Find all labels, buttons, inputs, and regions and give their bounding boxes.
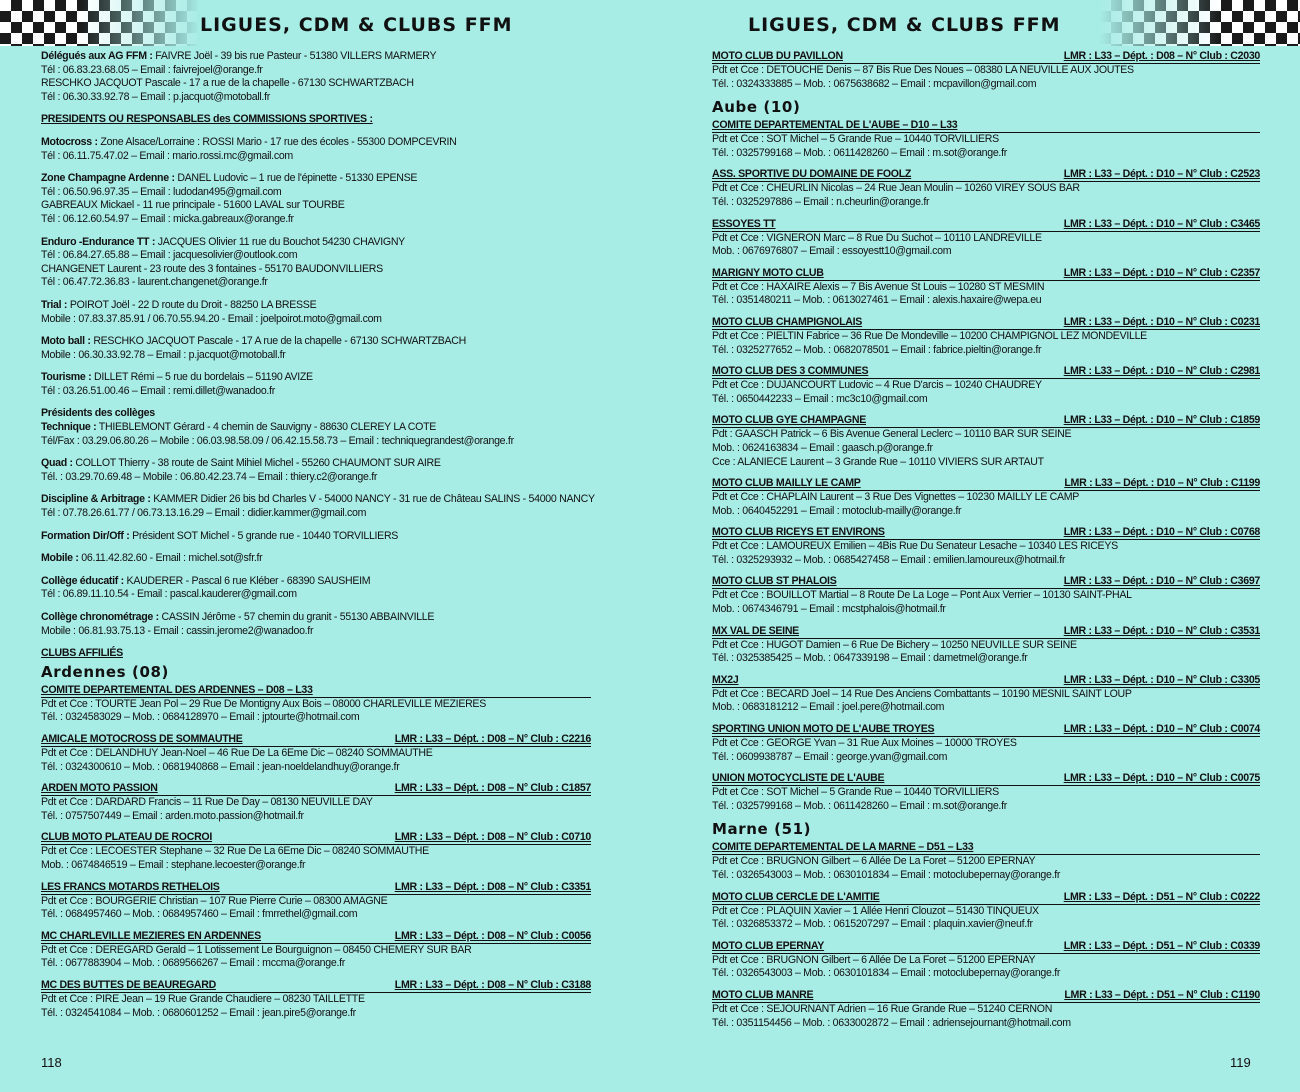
commission-entry <box>41 371 591 398</box>
club-code: LMR : L33 – Dépt. : D10 – N° Club : C2981 <box>1063 365 1260 378</box>
commission-text: Mobile : 06.30.33.92.78 – Email : p.jacquot@motoball.fr <box>41 348 286 361</box>
club-code: LMR : L33 – Dépt. : D08 – N° Club : C2030 <box>1063 50 1260 62</box>
commission-text: Tél : 06.84.27.65.88 – Email : jacquesolivier@outlook.com <box>41 249 298 262</box>
page-number: 118 <box>41 1055 62 1070</box>
commissions-list <box>41 136 591 399</box>
club-code: LMR : L33 – Dépt. : D10 – N° Club : C1199 <box>1064 477 1260 490</box>
club-name-row <box>712 119 1260 133</box>
club-info-line: Pdt et Cce : BOUILLOT Martial – 8 Route De La Loge – Pont Aux Verrier – 10130 SAINT-PHAL <box>712 589 1132 602</box>
commission-line <box>41 276 591 290</box>
club-name: MOTO CLUB DU PAVILLON <box>712 50 843 62</box>
club-info-line: Pdt : GAASCH Patrick – 6 Bis Avenue General Leclerc – 10110 BAR SUR SEINE <box>712 428 1072 441</box>
college-line <box>41 493 595 507</box>
college-line <box>41 588 591 602</box>
club-name-row <box>712 940 1260 954</box>
club-info-line: Tél. : 0609938787 – Email : george.yvan@gmail.com <box>712 750 948 763</box>
club-name-row <box>41 979 591 993</box>
commission-line <box>41 172 591 186</box>
club-code: LMR : L33 – Dépt. : D08 – N° Club : C2216 <box>394 732 591 745</box>
club-code: LMR : L33 – Dépt. : D10 – N° Club : C0231 <box>1063 315 1260 328</box>
club-entry <box>712 477 1260 518</box>
page-header: LIGUES, CDM & CLUBS FFM <box>200 14 513 36</box>
club-info-line: Tél. : 0324333885 – Mob. : 0675638682 – Email : mcpavillon@gmail.com <box>712 77 1037 90</box>
club-code: LMR : L33 – Dépt. : D10 – N° Club : C0768 <box>1063 526 1260 539</box>
club-entry <box>712 989 1260 1030</box>
club-entry <box>712 526 1260 567</box>
club-name-row <box>712 365 1260 379</box>
college-text: Président SOT Michel - 5 grande rue - 10440 TORVILLIERS <box>129 529 399 542</box>
club-info-line: Tél. : 0326853372 – Mob. : 0615207297 – Email : plaquin.xavier@neuf.fr <box>712 918 1033 931</box>
commission-line <box>41 263 591 277</box>
club-name-row <box>712 526 1260 540</box>
delegues-label: Délégués aux AG FFM : <box>41 50 153 62</box>
club-code: LMR : L33 – Dépt. : D10 – N° Club : C3305 <box>1063 673 1260 686</box>
college-label: Discipline & Arbitrage : <box>41 493 151 506</box>
commission-text: CHANGENET Laurent - 23 route des 3 fontaines - 55170 BAUDONVILLIERS <box>41 262 383 275</box>
club-entry <box>712 50 1260 91</box>
club-name: MOTO CLUB CERCLE DE L'AMITIE <box>712 890 880 903</box>
club-entry <box>712 168 1260 209</box>
club-info-line: Tél. : 0326543003 – Mob. : 0630101834 – Email : motoclubepernay@orange.fr <box>712 869 1061 881</box>
clubs-affilies-title: CLUBS AFFILIÉS <box>41 647 123 660</box>
club-info-line: Pdt et Cce : LECOESTER Stephane – 32 Rue De La 6Eme Dic – 08240 SOMMAUTHE <box>41 845 429 858</box>
club-info-line: Mob. : 0674846519 – Email : stephane.lecoester@orange.fr <box>41 858 306 871</box>
club-name-row <box>712 989 1260 1003</box>
club-name-row <box>712 316 1260 330</box>
club-info-line: Tél. : 0325293932 – Mob. : 0685427458 – Email : emilien.lamoureux@hotmail.fr <box>712 553 1066 566</box>
club-entry <box>41 930 591 971</box>
club-name-row <box>712 674 1260 688</box>
club-name: MOTO CLUB CHAMPIGNOLAIS <box>712 315 863 328</box>
club-entry <box>712 674 1260 715</box>
club-info-line: Tél. : 0325385425 – Mob. : 0647339198 – Email : dametmel@orange.fr <box>712 652 1028 665</box>
right-content <box>712 50 1260 1038</box>
commission-text: Mobile : 07.83.37.85.91 / 06.70.55.94.20 - Email : joelpoirot.moto@gmail.com <box>41 312 382 325</box>
club-name: UNION MOTOCYCLISTE DE L'AUBE <box>712 772 885 785</box>
delegue-text: RESCHKO JACQUOT Pascale - 17 a rue de la chapelle - 67130 SCHWARTZBACH <box>41 77 414 90</box>
club-info-line: Pdt et Cce : SOT Michel – 5 Grande Rue – 10440 TORVILLIERS <box>712 133 999 146</box>
page-header: LIGUES, CDM & CLUBS FFM <box>748 14 1061 36</box>
club-info-line: Tél. : 0325277652 – Mob. : 0682078501 – Email : fabrice.pieltin@orange.fr <box>712 343 1042 356</box>
college-text: CASSIN Jérôme - 57 chemin du granit - 55130 ABBAINVILLE <box>158 611 435 623</box>
college-line <box>41 625 591 639</box>
club-info-line: Tél. : 0757507449 – Email : arden.moto.passion@hotmail.fr <box>41 809 304 822</box>
ardennes-club-list-cont <box>712 50 1260 91</box>
club-code: LMR : L33 – Dépt. : D10 – N° Club : C3697 <box>1063 575 1260 588</box>
club-name: CLUB MOTO PLATEAU DE ROCROI <box>41 831 213 844</box>
presidents-title: PRESIDENTS OU RESPONSABLES des COMMISSIONS SPORTIVES : <box>41 113 373 126</box>
commission-line <box>41 213 591 227</box>
club-name-row <box>712 477 1260 491</box>
commission-line <box>41 199 591 213</box>
commission-text: JACQUES Olivier 11 rue du Bouchot 54230 CHAVIGNY <box>155 235 405 248</box>
club-name-row <box>712 841 1260 855</box>
club-name: MX VAL DE SEINE <box>712 624 799 637</box>
club-name-row <box>712 218 1260 232</box>
commission-line <box>41 136 591 150</box>
commission-label: Zone Champagne Ardenne : <box>41 172 175 185</box>
club-name-row <box>41 782 591 796</box>
club-name-row <box>712 891 1260 905</box>
commission-line <box>41 249 591 263</box>
club-code: LMR : L33 – Dépt. : D10 – N° Club : C0074 <box>1063 723 1260 736</box>
club-name: MOTO CLUB MAILLY LE CAMP <box>712 477 861 490</box>
club-entry <box>712 119 1260 160</box>
college-line <box>41 575 591 589</box>
club-info-line: Cce : ALANIECE Laurent – 3 Grande Rue – 10110 VIVIERS SUR ARTAUT <box>712 455 1044 468</box>
club-entry <box>41 881 591 922</box>
club-info-line: Pdt et Cce : BOURGERIE Christian – 107 Rue Pierre Curie – 08300 AMAGNE <box>41 894 388 907</box>
colleges-list <box>41 421 595 638</box>
college-line <box>41 457 591 471</box>
club-info-line: Tél. : 0351154456 – Mob. : 0633002872 – Email : adriensejournant@hotmail.com <box>712 1016 1071 1029</box>
club-name: MC DES BUTTES DE BEAUREGARD <box>41 978 216 991</box>
college-line <box>41 611 591 625</box>
club-code: LMR : L33 – Dépt. : D51 – N° Club : C0339 <box>1063 939 1260 952</box>
club-entry <box>712 316 1260 357</box>
club-code: LMR : L33 – Dépt. : D08 – N° Club : C3351 <box>394 880 591 893</box>
college-text: Mobile : 06.81.93.75.13 - Email : cassin.jerome2@wanadoo.fr <box>41 624 314 637</box>
club-entry <box>712 218 1260 259</box>
club-name-row <box>712 414 1260 428</box>
club-entry <box>712 841 1260 882</box>
club-name-row <box>41 831 591 845</box>
club-info-line: Pdt et Cce : BRUGNON Gilbert – 6 Allée De La Foret – 51200 EPERNAY <box>712 855 1036 868</box>
club-info-line: Pdt et Cce : HAXAIRE Alexis – 7 Bis Avenue St Louis – 10280 ST MESMIN <box>712 280 1045 293</box>
club-info-line: Pdt et Cce : SOT Michel – 5 Grande Rue – 10440 TORVILLIERS <box>712 786 999 799</box>
club-info-line: Pdt et Cce : VIGNERON Marc – 8 Rue Du Suchot – 10110 LANDREVILLE <box>712 231 1042 244</box>
commission-line <box>41 150 591 164</box>
commission-line <box>41 313 591 327</box>
commission-text: Tél : 06.11.75.47.02 – Email : mario.rossi.mc@gmail.com <box>41 149 293 162</box>
club-info-line: Tél. : 0650442233 – Email : mc3c10@gmail.com <box>712 392 928 405</box>
college-label: Collège éducatif : <box>41 574 124 587</box>
club-info-line: Pdt et Cce : DEREGARD Gerald – 1 Lotissement Le Bourguignon – 08450 CHEMERY SUR BAR <box>41 943 472 956</box>
commission-entry <box>41 335 591 362</box>
club-name-row <box>712 267 1260 281</box>
club-name-row <box>41 733 591 747</box>
club-info-line: Pdt et Cce : TOURTE Jean Pol – 29 Rue De Montigny Aux Bois – 08000 CHARLEVILLE MEZIERES <box>41 697 486 710</box>
club-info-line: Pdt et Cce : CHEURLIN Nicolas – 24 Rue Jean Moulin – 10260 VIREY SOUS BAR <box>712 182 1080 195</box>
club-entry <box>41 979 591 1020</box>
club-entry <box>712 267 1260 308</box>
right-page <box>650 0 1300 1092</box>
college-label: Collège chronométrage : <box>41 611 159 623</box>
delegue-line <box>41 64 591 78</box>
club-code: LMR : L33 – Dépt. : D08 – N° Club : C0710 <box>394 831 591 844</box>
club-info-line: Tél. : 0325799168 – Mob. : 0611428260 – Email : m.sot@orange.fr <box>712 146 1007 159</box>
college-text: Tél : 06.89.11.10.54 - Email : pascal.kauderer@gmail.com <box>41 588 297 601</box>
club-info-line: Tél. : 0324541084 – Mob. : 0680601252 – Email : jean.pire5@orange.fr <box>41 1006 356 1019</box>
college-line <box>41 435 591 449</box>
club-name: MC CHARLEVILLE MEZIERES EN ARDENNES <box>41 929 261 942</box>
commission-label: Enduro -Endurance TT : <box>41 235 156 248</box>
commission-line <box>41 335 591 349</box>
college-line <box>41 507 591 521</box>
club-entry <box>41 831 591 872</box>
club-info-line: Mob. : 0683181212 – Email : joel.pere@hotmail.com <box>712 701 945 714</box>
commission-text: GABREAUX Mickael - 11 rue principale - 51600 LAVAL sur TOURBE <box>41 199 345 212</box>
college-line <box>41 552 591 566</box>
delegue-text: FAIVRE Joël - 39 bis rue Pasteur - 51380 VILLERS MARMERY <box>152 50 437 62</box>
commission-line <box>41 186 591 200</box>
club-name-row <box>41 881 591 895</box>
college-text: Tél. : 03.29.70.69.48 – Mobile : 06.80.42.23.74 – Email : thiery.c2@orange.fr <box>41 470 378 483</box>
club-name-row <box>712 575 1260 589</box>
college-entry <box>41 493 595 520</box>
club-info-line: Pdt et Cce : LAMOUREUX Emilien – 4Bis Rue Du Senateur Lesache – 10340 LES RICEYS <box>712 540 1118 553</box>
commission-text: Tél : 06.47.72.36.83 - laurent.changenet@orange.fr <box>41 276 268 289</box>
commission-text: Tél : 06.12.60.54.97 – Email : micka.gabreaux@orange.fr <box>41 212 294 225</box>
club-name: MARIGNY MOTO CLUB <box>712 266 824 279</box>
delegue-text: Tél : 06.83.23.68.05 – Email : faivrejoel@orange.fr <box>41 63 263 76</box>
club-info-line: Tél. : 0325297886 – Email : n.cheurlin@orange.fr <box>712 195 930 208</box>
club-name: ESSOYES TT <box>712 217 776 230</box>
club-name-row <box>712 723 1260 737</box>
commission-entry <box>41 172 591 226</box>
commission-line <box>41 385 591 399</box>
college-entry <box>41 575 591 602</box>
club-name-row <box>41 930 591 944</box>
club-entry <box>712 365 1260 406</box>
club-entry <box>712 723 1260 764</box>
club-name: SPORTING UNION MOTO DE L'AUBE TROYES <box>712 723 935 736</box>
delegue-text: Tél : 06.30.33.92.78 – Email : p.jacquot@motoball.fr <box>41 90 270 103</box>
club-entry <box>712 940 1260 981</box>
commission-text: POIROT Joël - 22 D route du Droit - 88250 LA BRESSE <box>67 298 317 311</box>
club-entry <box>712 414 1260 469</box>
club-name-row <box>712 772 1260 786</box>
club-info-line: Tél. : 0326543003 – Mob. : 0630101834 – Email : motoclubepernay@orange.fr <box>712 967 1061 980</box>
college-entry <box>41 421 591 448</box>
club-info-line: Tél. : 0351480211 – Mob. : 0613027461 – Email : alexis.haxaire@wepa.eu <box>712 294 1042 307</box>
commission-line <box>41 299 591 313</box>
college-entry <box>41 457 591 484</box>
club-name-row <box>712 50 1260 64</box>
club-name-row <box>712 168 1260 182</box>
section-title-ardennes: Ardennes (08) <box>41 662 169 681</box>
club-info-line: Pdt et Cce : CHAPLAIN Laurent – 3 Rue Des Vignettes – 10230 MAILLY LE CAMP <box>712 491 1080 504</box>
commission-text: Zone Alsace/Lorraine : ROSSI Mario - 17 rue des écoles - 55300 DOMPCEVRIN <box>97 135 457 148</box>
club-info-line: Tél. : 0677883904 – Mob. : 0689566267 – Email : mccma@orange.fr <box>41 957 345 970</box>
club-name: MOTO CLUB MANRE <box>712 988 814 1001</box>
club-info-line: Pdt et Cce : BRUGNON Gilbert – 6 Allée De La Foret – 51200 EPERNAY <box>712 953 1036 966</box>
delegues-block <box>41 50 591 104</box>
club-info-line: Pdt et Cce : PIRE Jean – 19 Rue Grande Chaudiere – 08230 TAILLETTE <box>41 992 365 1005</box>
club-code: LMR : L33 – Dépt. : D08 – N° Club : C0056 <box>394 929 591 942</box>
club-code: LMR : L33 – Dépt. : D51 – N° Club : C1190 <box>1064 988 1260 1001</box>
section-title-aube: Aube (10) <box>712 98 801 117</box>
college-text: THIEBLEMONT Gérard - 4 chemin de Sauvigny - 88630 CLEREY LA COTE <box>96 421 437 434</box>
club-entry <box>712 625 1260 666</box>
club-name: COMITE DEPARTEMENTAL DES ARDENNES – D08 – L33 <box>41 683 313 696</box>
club-entry <box>41 684 591 725</box>
club-entry <box>712 891 1260 932</box>
delegue-line <box>41 77 591 91</box>
college-text: Tél/Fax : 03.29.06.80.26 – Mobile : 06.03.98.58.09 / 06.42.15.58.73 – Email : techniquegrandest@orange.fr <box>41 434 514 447</box>
club-name: MOTO CLUB ST PHALOIS <box>712 575 837 588</box>
club-info-line: Mob. : 0640452291 – Email : motoclub-mailly@orange.fr <box>712 504 962 517</box>
club-code: LMR : L33 – Dépt. : D10 – N° Club : C3465 <box>1063 217 1260 230</box>
club-name: ARDEN MOTO PASSION <box>41 782 158 795</box>
checkered-flag-decoration <box>0 0 200 46</box>
commission-entry <box>41 136 591 163</box>
club-info-line: Pdt et Cce : HUGOT Damien – 6 Rue De Bichery – 10250 NEUVILLE SUR SEINE <box>712 638 1077 651</box>
club-name: ASS. SPORTIVE DU DOMAINE DE FOOLZ <box>712 168 912 181</box>
club-code: LMR : L33 – Dépt. : D10 – N° Club : C3531 <box>1063 624 1260 637</box>
section-title-marne: Marne (51) <box>712 820 812 839</box>
club-info-line: Pdt et Cce : BECARD Joel – 14 Rue Des Anciens Combattants – 10190 MESNIL SAINT LOUP <box>712 687 1132 700</box>
club-name-row <box>41 684 591 698</box>
club-name: MOTO CLUB EPERNAY <box>712 939 825 952</box>
club-info-line: Pdt et Cce : DELANDHUY Jean-Noel – 46 Rue De La 6Eme Dic – 08240 SOMMAUTHE <box>41 746 433 759</box>
ardennes-club-list <box>41 684 591 1020</box>
club-name-row <box>712 625 1260 639</box>
club-name: AMICALE MOTOCROSS DE SOMMAUTHE <box>41 732 243 745</box>
colleges-title: Présidents des collèges <box>41 407 155 420</box>
college-entry <box>41 611 591 638</box>
college-text: KAMMER Didier 26 bis bd Charles V - 54000 NANCY - 31 rue de Château SALINS - 54000 NANCY <box>150 493 595 506</box>
delegue-line <box>41 91 591 105</box>
club-info-line: Pdt et Cce : DUJANCOURT Ludovic – 4 Rue D'arcis – 10240 CHAUDREY <box>712 379 1042 392</box>
commission-label: Motocross : <box>41 135 98 148</box>
club-info-line: Pdt et Cce : GEORGE Yvan – 31 Rue Aux Moines – 10000 TROYES <box>712 737 1017 750</box>
club-info-line: Tél. : 0324300610 – Mob. : 0681940868 – Email : jean-noeldelandhuy@orange.fr <box>41 760 400 773</box>
club-entry <box>712 772 1260 813</box>
club-name: LES FRANCS MOTARDS RETHELOIS <box>41 880 220 893</box>
club-info-line: Mob. : 0674346791 – Email : mcstphalois@hotmail.fr <box>712 603 946 616</box>
club-name: MOTO CLUB GYE CHAMPAGNE <box>712 414 866 427</box>
club-code: LMR : L33 – Dépt. : D10 – N° Club : C2523 <box>1063 168 1260 181</box>
left-content <box>41 50 595 1028</box>
commission-text: DILLET Rémi – 5 rue du bordelais – 51190 AVIZE <box>91 371 313 384</box>
page-number: 119 <box>1230 1055 1251 1070</box>
college-entry <box>41 552 591 566</box>
college-text: Tél : 07.78.26.61.77 / 06.73.13.16.29 – Email : didier.kammer@gmail.com <box>41 507 367 520</box>
aube-club-list <box>712 119 1260 813</box>
college-label: Formation Dir/Off : <box>41 529 130 542</box>
club-name: MOTO CLUB DES 3 COMMUNES <box>712 365 869 378</box>
college-text: 06.11.42.82.60 - Email : michel.sot@sfr.fr <box>78 552 263 565</box>
commission-text: DANEL Ludovic – 1 rue de l'épinette - 51330 EPENSE <box>174 172 418 185</box>
commission-text: Tél : 06.50.96.97.35 – Email : ludodan495@gmail.com <box>41 185 282 198</box>
club-code: LMR : L33 – Dépt. : D08 – N° Club : C1857 <box>394 782 591 795</box>
club-info-line: Tél. : 0325799168 – Mob. : 0611428260 – Email : m.sot@orange.fr <box>712 799 1007 812</box>
club-info-line: Pdt et Cce : DETOUCHE Denis – 87 Bis Rue Des Noues – 08380 LA NEUVILLE AUX JOUTES <box>712 64 1134 76</box>
commission-entry <box>41 299 591 326</box>
commission-text: Tél : 03.26.51.00.46 – Email : remi.dillet@wanadoo.fr <box>41 384 275 397</box>
college-label: Technique : <box>41 421 97 434</box>
club-code: LMR : L33 – Dépt. : D10 – N° Club : C1859 <box>1063 414 1260 427</box>
club-info-line: Pdt et Cce : DARDARD Francis – 11 Rue De Day – 08130 NEUVILLE DAY <box>41 796 373 809</box>
club-name: MX2J <box>712 673 739 686</box>
commission-text: RESCHKO JACQUOT Pascale - 17 A rue de la chapelle - 67130 SCHWARTZBACH <box>90 335 467 348</box>
club-code: LMR : L33 – Dépt. : D10 – N° Club : C2357 <box>1063 266 1260 279</box>
club-info-line: Mob. : 0676976807 – Email : essoyestt10@gmail.com <box>712 245 952 258</box>
club-info-line: Pdt et Cce : PIELTIN Fabrice – 36 Rue De Mondeville – 10200 CHAMPIGNOL LEZ MONDEVILLE <box>712 329 1147 342</box>
club-info-line: Pdt et Cce : SEJOURNANT Adrien – 16 Rue Grande Rue – 51240 CERNON <box>712 1002 1053 1015</box>
commission-line <box>41 371 591 385</box>
commission-entry <box>41 236 591 290</box>
marne-club-list <box>712 841 1260 1030</box>
college-text: KAUDERER - Pascal 6 rue Kléber - 68390 SAUSHEIM <box>123 574 371 587</box>
club-info-line: Mob. : 0624163834 – Email : gaasch.p@orange.fr <box>712 441 933 454</box>
commission-line <box>41 349 591 363</box>
club-info-line: Tél. : 0684957460 – Mob. : 0684957460 – Email : fmrrethel@gmail.com <box>41 908 358 921</box>
club-code: LMR : L33 – Dépt. : D08 – N° Club : C3188 <box>394 978 591 991</box>
club-info-line: Tél. : 0324583029 – Mob. : 0684128970 – Email : jptourte@hotmail.com <box>41 711 360 724</box>
college-label: Mobile : <box>41 552 79 565</box>
college-label: Quad : <box>41 457 73 470</box>
club-name: COMITE DEPARTEMENTAL DE LA MARNE – D51 – L33 <box>712 841 974 854</box>
college-entry <box>41 530 591 544</box>
college-text: COLLOT Thierry - 38 route de Saint Mihiel Michel - 55260 CHAUMONT SUR AIRE <box>72 457 441 470</box>
club-entry <box>41 782 591 823</box>
club-info-line: Pdt et Cce : PLAQUIN Xavier – 1 Allée Henri Clouzot – 51430 TINQUEUX <box>712 904 1039 917</box>
college-line <box>41 530 591 544</box>
club-code: LMR : L33 – Dépt. : D10 – N° Club : C0075 <box>1063 772 1260 785</box>
delegue-line <box>41 50 591 64</box>
college-line <box>41 471 591 485</box>
club-code: LMR : L33 – Dépt. : D51 – N° Club : C0222 <box>1063 890 1260 903</box>
checkered-flag-decoration <box>1100 0 1300 46</box>
club-name: COMITE DEPARTEMENTAL DE L'AUBE – D10 – L33 <box>712 119 958 132</box>
commission-label: Tourisme : <box>41 371 92 384</box>
commission-label: Trial : <box>41 298 68 311</box>
college-line <box>41 421 591 435</box>
club-name: MOTO CLUB RICEYS ET ENVIRONS <box>712 526 885 539</box>
club-entry <box>41 733 591 774</box>
club-entry <box>712 575 1260 616</box>
commission-line <box>41 236 591 250</box>
commission-label: Moto ball : <box>41 335 91 348</box>
